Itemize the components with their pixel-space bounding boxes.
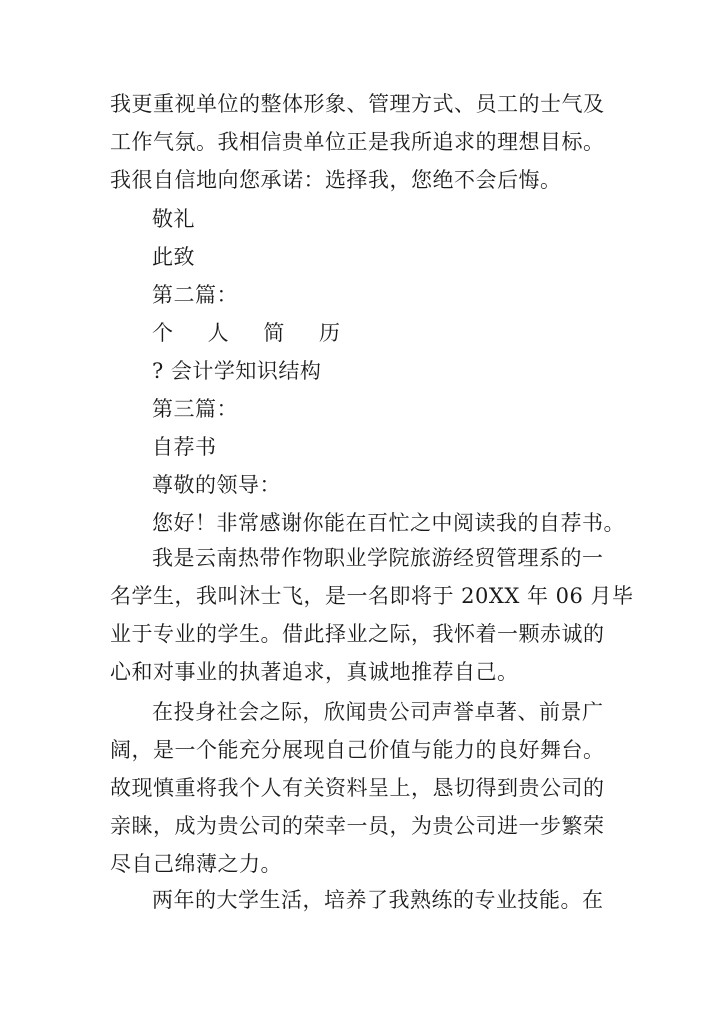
salute-text: 敬礼 [152,207,195,231]
paragraph-line: 我更重视单位的整体形象、管理方式、员工的士气及 [110,92,605,116]
paragraph-line: 阔，是一个能充分展现自己价值与能力的良好舞台。 [110,738,605,762]
paragraph-line: 业于专业的学生。借此择业之际，我怀着一颗赤诚的 [110,622,605,646]
resume-title: 个 人 简 历 [152,321,355,345]
paragraph-line: 名学生，我叫沐士飞，是一名即将于 20XX 年 06 月毕 [110,584,634,608]
paragraph-line: 两年的大学生活，培养了我熟练的专业技能。在 [152,888,604,912]
closing-text: 此致 [152,245,195,269]
paragraph-line: 工作气氛。我相信贵单位正是我所追求的理想目标。 [110,130,605,154]
paragraph-line: 亲睐，成为贵公司的荣幸一员，为贵公司进一步繁荣 [110,814,605,838]
paragraph-line: 心和对事业的执著追求，真诚地推荐自己。 [110,660,519,684]
paragraph-line: 我是云南热带作物职业学院旅游经贸管理系的一 [152,546,604,570]
self-recommendation-title: 自荐书 [152,435,217,459]
paragraph-line: 我很自信地向您承诺：选择我，您绝不会后悔。 [110,168,562,192]
section-heading: 第二篇： [152,283,238,307]
knowledge-line: ? 会计学知识结构 [152,359,322,383]
section-heading: 第三篇： [152,397,238,421]
paragraph-line: 在投身社会之际，欣闻贵公司声誉卓著、前景广 [152,700,604,724]
greeting-text: 尊敬的领导： [152,473,281,497]
opening-line: 您好！非常感谢你能在百忙之中阅读我的自荐书。 [152,511,625,535]
paragraph-line: 故现慎重将我个人有关资料呈上，恳切得到贵公司的 [110,776,605,800]
paragraph-line: 尽自己绵薄之力。 [110,852,282,876]
